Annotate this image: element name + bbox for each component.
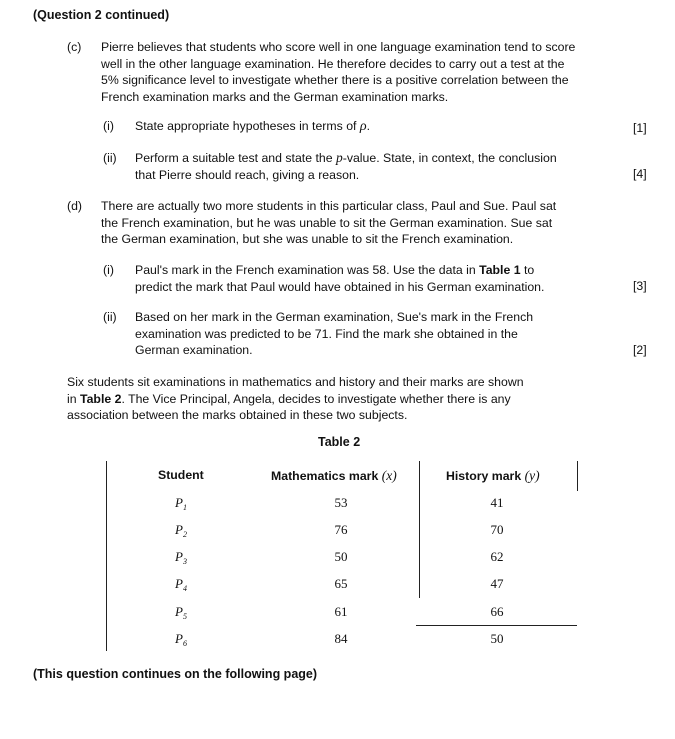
row-student: $P_5$ bbox=[175, 604, 187, 621]
row-history: 41 bbox=[490, 495, 504, 510]
part-d-i-marks: [3] bbox=[633, 279, 647, 293]
p-symbol: p bbox=[335, 150, 343, 165]
table-left-border bbox=[106, 461, 107, 651]
part-c-i-label: (i) bbox=[103, 119, 114, 133]
continuation-footer: (This question continues on the following page) bbox=[33, 667, 318, 681]
part-c-line: French examination marks and the German examination marks. bbox=[101, 89, 449, 104]
question-header: (Question 2 continued) bbox=[33, 8, 170, 22]
part-c-line: 5% significance level to investigate whether there is a positive correlation between the bbox=[101, 73, 569, 87]
row-history: 70 bbox=[490, 522, 504, 537]
row-history: 62 bbox=[490, 549, 504, 564]
part-c-i-text-before: State appropriate hypotheses in terms of bbox=[135, 119, 360, 133]
table-2-ref: Table 2 bbox=[80, 391, 122, 406]
row-math: 50 bbox=[334, 549, 348, 564]
part-d-ii-marks: [2] bbox=[633, 343, 647, 357]
row-math: 76 bbox=[334, 522, 348, 537]
intro-line3: association between the marks obtained in these two subjects. bbox=[67, 408, 408, 422]
part-c-i-marks: [1] bbox=[633, 121, 647, 135]
part-d-i-label: (i) bbox=[103, 263, 114, 277]
intro-line1: Six students sit examinations in mathematics and history and their marks are shown bbox=[67, 375, 524, 389]
part-d-label: (d) bbox=[67, 199, 83, 213]
part-c-line: well in the other language examination. He therefore decides to carry out a test at the bbox=[101, 56, 565, 71]
part-c-ii-line1-before: Perform a suitable test and state the bbox=[135, 151, 336, 165]
part-d-ii-line: German examination. bbox=[135, 343, 253, 357]
header-math-var: (x) bbox=[381, 468, 397, 483]
row-history: 50 bbox=[490, 631, 504, 646]
part-c-line: Pierre believes that students who score well in one language examination tend to score bbox=[101, 40, 576, 54]
row-history: 47 bbox=[490, 576, 504, 591]
row-student: $P_2$ bbox=[175, 522, 187, 539]
part-c-ii-label: (ii) bbox=[103, 151, 117, 165]
header-student: Student bbox=[158, 468, 204, 482]
header-math-label: Mathematics mark bbox=[271, 469, 379, 483]
part-c-ii-line2: that Pierre should reach, giving a reason. bbox=[135, 167, 360, 182]
row-math: 61 bbox=[334, 604, 348, 619]
part-d-line: There are actually two more students in this particular class, Paul and Sue. Paul sat bbox=[101, 199, 557, 213]
row-math: 65 bbox=[334, 576, 348, 591]
row-student: $P_6$ bbox=[175, 631, 187, 648]
part-d-text bbox=[101, 198, 631, 248]
part-d-i-text bbox=[135, 262, 615, 295]
header-history bbox=[446, 468, 540, 484]
row-math: 84 bbox=[334, 631, 348, 646]
table-history-underline bbox=[416, 625, 577, 626]
row-history: 66 bbox=[490, 604, 504, 619]
part-d-ii-label: (ii) bbox=[103, 310, 117, 324]
table-1-ref: Table 1 bbox=[479, 263, 521, 277]
row-student: $P_1$ bbox=[175, 495, 187, 512]
rho-symbol: ρ bbox=[359, 119, 367, 134]
row-student: $P_3$ bbox=[175, 549, 187, 566]
part-d-i-line2: predict the mark that Paul would have obtained in his German examination. bbox=[135, 279, 545, 294]
header-history-label: History mark bbox=[446, 469, 522, 483]
part-d-ii-line: examination was predicted to be 71. Find the mark she obtained in the bbox=[135, 326, 518, 341]
header-history-var: (y) bbox=[524, 468, 540, 483]
header-math bbox=[271, 468, 397, 484]
part-d-line: the German examination, but she was unable to sit the French examination. bbox=[101, 232, 514, 246]
part-d-i-line1-after: to bbox=[520, 263, 535, 277]
intro-line2-after: . The Vice Principal, Angela, decides to investigate whether there is any bbox=[121, 391, 511, 406]
row-student: $P_4$ bbox=[175, 576, 187, 593]
part-c-i-text-after: . bbox=[366, 119, 371, 133]
table-title: Table 2 bbox=[318, 435, 361, 449]
part-d-line: the French examination, but he was unable to sit the German examination. Sue sat bbox=[101, 215, 553, 230]
part-c-i-text bbox=[135, 119, 370, 135]
table-middle-border bbox=[419, 461, 420, 598]
table-right-border bbox=[577, 461, 578, 491]
part-d-ii-line: Based on her mark in the German examination, Sue's mark in the French bbox=[135, 310, 534, 324]
part-c-ii-line1-after: -value. State, in context, the conclusion bbox=[342, 151, 557, 165]
part-c-ii-text bbox=[135, 150, 615, 183]
part-c-ii-marks: [4] bbox=[633, 167, 647, 181]
row-math: 53 bbox=[334, 495, 348, 510]
part-d-ii-text bbox=[135, 309, 615, 359]
part-c-text bbox=[101, 39, 631, 105]
part-c-label: (c) bbox=[67, 40, 82, 54]
intro-paragraph bbox=[67, 374, 627, 424]
intro-line2-before: in bbox=[67, 391, 80, 406]
part-d-i-line1-before: Paul's mark in the French examination was 58. Use the data in bbox=[135, 263, 480, 277]
